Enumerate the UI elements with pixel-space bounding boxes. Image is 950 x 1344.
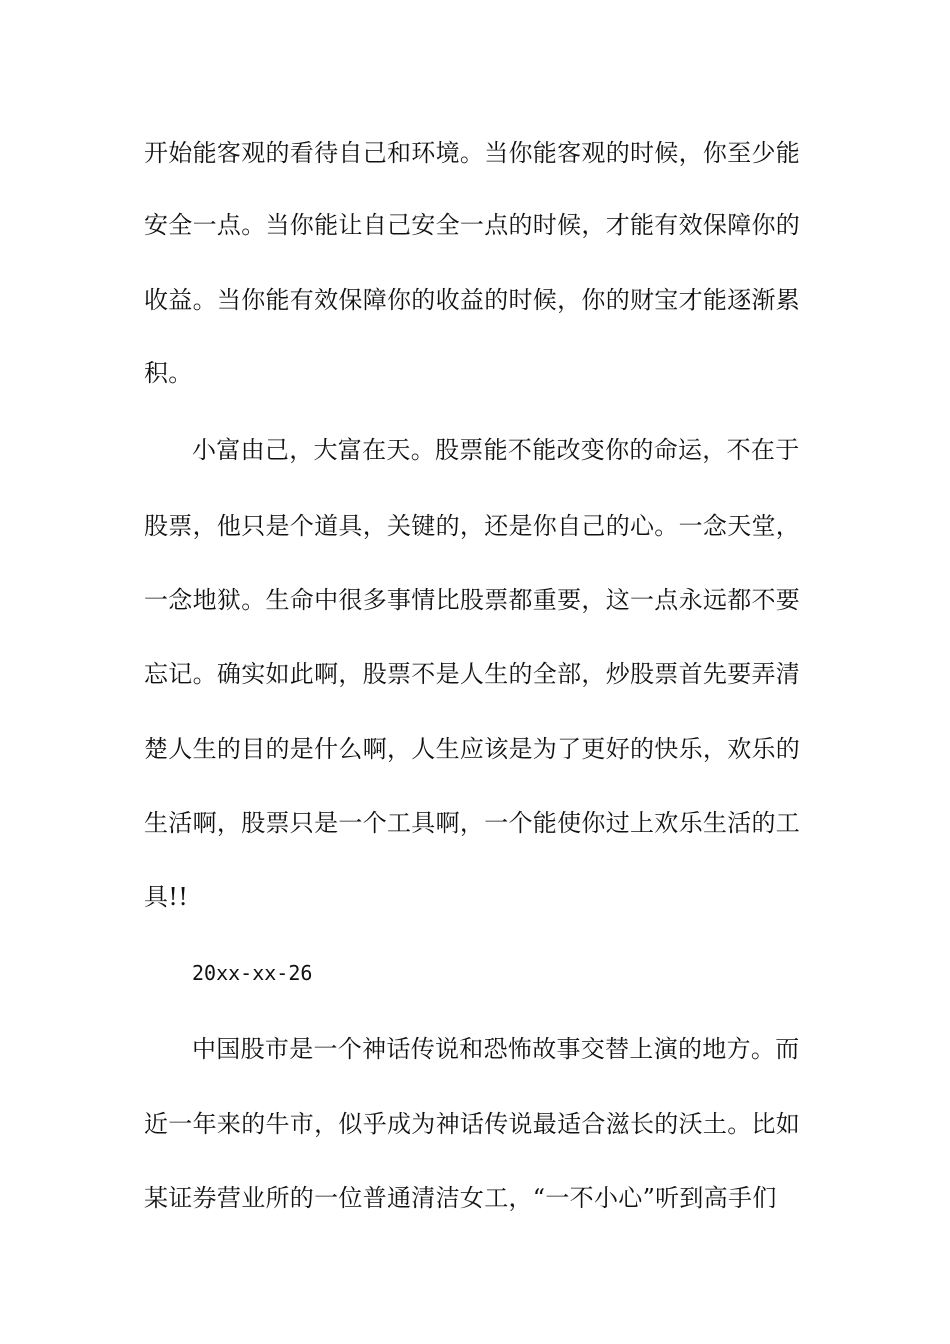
text-line: 安全一点。当你能让自己安全一点的时候，才能有效保障你的 [144, 211, 801, 239]
text-line: 收益。当你能有效保障你的收益的时候，你的财宝才能逐渐累 [144, 286, 801, 314]
text-line: 生活啊，股票只是一个工具啊，一个能使你过上欢乐生活的工 [144, 809, 801, 837]
text-line: 忘记。确实如此啊，股票不是人生的全部，炒股票首先要弄清 [144, 660, 801, 688]
text-line: 具!! [144, 883, 189, 911]
text-line: 一念地狱。生命中很多事情比股票都重要，这一点永远都不要 [144, 586, 801, 614]
text-line: 积。 [144, 359, 193, 387]
text-line: 中国股市是一个神话传说和恐怖故事交替上演的地方。而 [192, 1035, 800, 1063]
text-line: 楚人生的目的是什么啊，人生应该是为了更好的快乐，欢乐的 [144, 735, 801, 763]
date-line: 20xx-xx-26 [192, 961, 313, 985]
text-line: 小富由己，大富在天。股票能不能改变你的命运，不在于 [192, 436, 800, 464]
text-line: 开始能客观的看待自己和环境。当你能客观的时候，你至少能 [144, 139, 801, 167]
text-line: 某证券营业所的一位普通清洁女工，“一不小心”听到高手们 [144, 1184, 777, 1212]
text-line: 股票，他只是个道具，关键的，还是你自己的心。一念天堂， [144, 512, 801, 540]
text-line: 近一年来的牛市，似乎成为神话传说最适合滋长的沃土。比如 [144, 1110, 801, 1138]
